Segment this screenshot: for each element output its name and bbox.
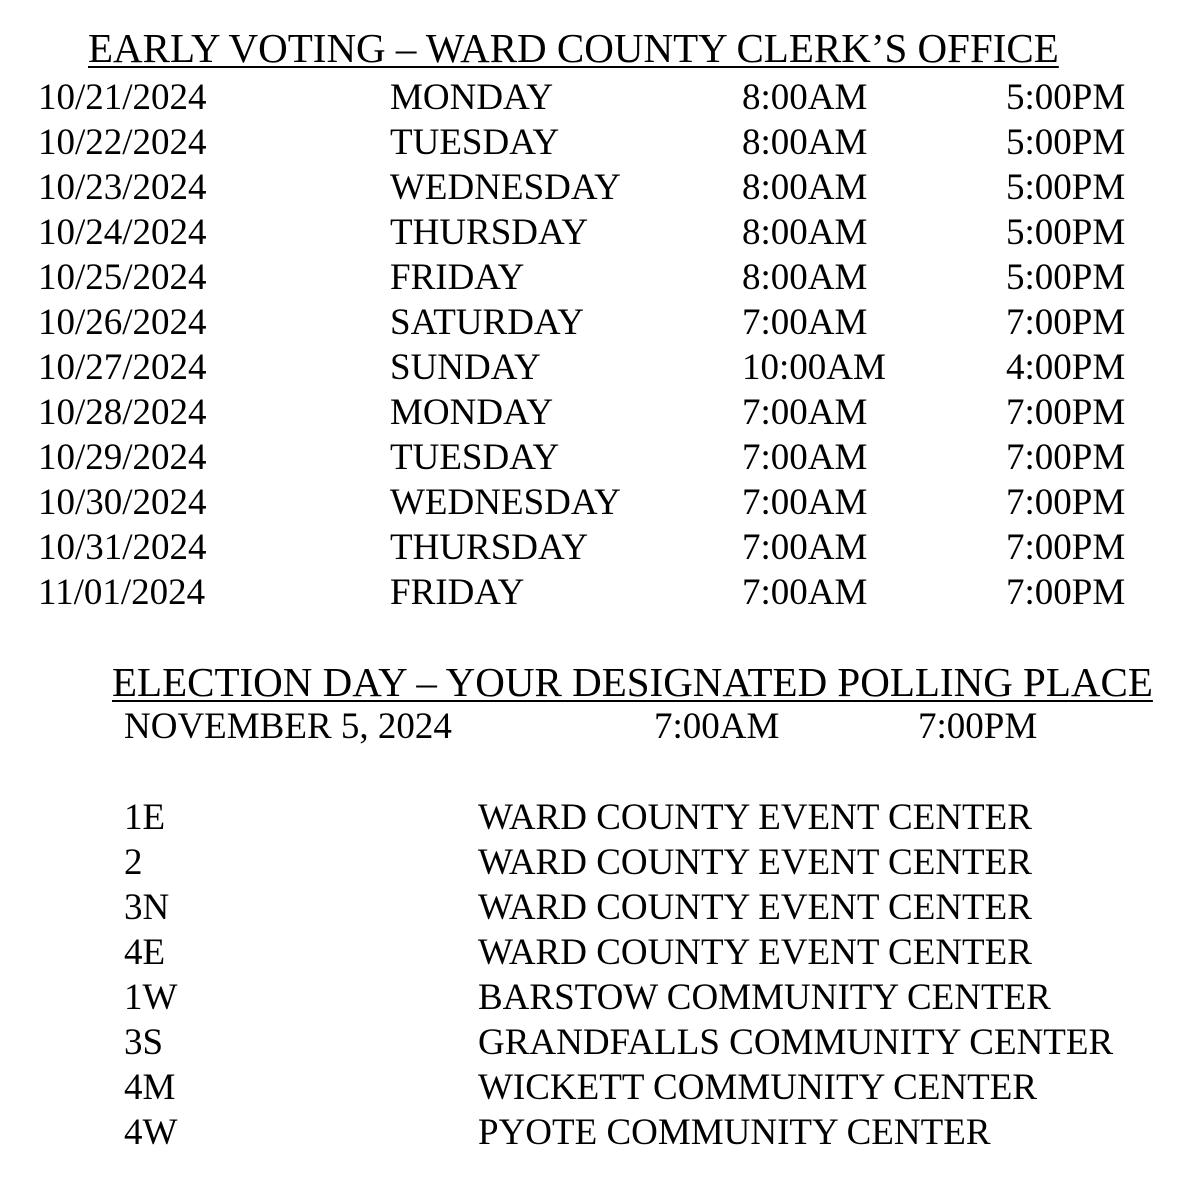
schedule-day: FRIDAY (390, 572, 525, 613)
schedule-open-time: 8:00AM (742, 77, 868, 118)
schedule-row (0, 345, 1200, 390)
schedule-open-time: 8:00AM (742, 167, 868, 208)
polling-place-row (0, 1065, 1200, 1110)
schedule-date: 10/25/2024 (38, 257, 207, 298)
schedule-row (0, 120, 1200, 165)
polling-location: WICKETT COMMUNITY CENTER (478, 1067, 1038, 1108)
polling-place-row (0, 840, 1200, 885)
polling-location: PYOTE COMMUNITY CENTER (478, 1112, 991, 1153)
schedule-row (0, 165, 1200, 210)
polling-location: WARD COUNTY EVENT CENTER (478, 797, 1032, 838)
schedule-close-time: 5:00PM (1006, 167, 1126, 208)
schedule-day: SATURDAY (390, 302, 584, 343)
schedule-day: TUESDAY (390, 122, 560, 163)
schedule-date: 10/28/2024 (38, 392, 207, 433)
schedule-open-time: 7:00AM (742, 572, 868, 613)
schedule-date: 10/24/2024 (38, 212, 207, 253)
schedule-close-time: 7:00PM (1006, 392, 1126, 433)
polling-location: WARD COUNTY EVENT CENTER (478, 887, 1032, 928)
precinct-code: 3S (124, 1022, 164, 1063)
precinct-code: 4W (124, 1112, 178, 1153)
schedule-row (0, 480, 1200, 525)
schedule-close-time: 4:00PM (1006, 347, 1126, 388)
polling-location: WARD COUNTY EVENT CENTER (478, 842, 1032, 883)
schedule-row (0, 570, 1200, 615)
schedule-open-time: 10:00AM (742, 347, 886, 388)
precinct-code: 1W (124, 977, 178, 1018)
election-day-date: NOVEMBER 5, 2024 (124, 706, 452, 747)
schedule-date: 11/01/2024 (38, 572, 206, 613)
precinct-code: 4E (124, 932, 166, 973)
schedule-row (0, 390, 1200, 435)
schedule-day: MONDAY (390, 77, 554, 118)
schedule-close-time: 5:00PM (1006, 122, 1126, 163)
schedule-open-time: 7:00AM (742, 482, 868, 523)
polling-location: BARSTOW COMMUNITY CENTER (478, 977, 1051, 1018)
schedule-row (0, 525, 1200, 570)
schedule-date: 10/21/2024 (38, 77, 207, 118)
schedule-day: FRIDAY (390, 257, 525, 298)
schedule-close-time: 5:00PM (1006, 257, 1126, 298)
polling-location: WARD COUNTY EVENT CENTER (478, 932, 1032, 973)
schedule-close-time: 7:00PM (1006, 527, 1126, 568)
schedule-date: 10/27/2024 (38, 347, 207, 388)
schedule-close-time: 7:00PM (1006, 482, 1126, 523)
schedule-date: 10/30/2024 (38, 482, 207, 523)
schedule-open-time: 7:00AM (742, 392, 868, 433)
schedule-close-time: 7:00PM (1006, 437, 1126, 478)
schedule-open-time: 8:00AM (742, 122, 868, 163)
schedule-row (0, 435, 1200, 480)
schedule-date: 10/23/2024 (38, 167, 207, 208)
election-day-open-time: 7:00AM (654, 706, 780, 747)
schedule-close-time: 5:00PM (1006, 212, 1126, 253)
schedule-day: TUESDAY (390, 437, 560, 478)
schedule-close-time: 5:00PM (1006, 77, 1126, 118)
schedule-day: MONDAY (390, 392, 554, 433)
election-day-heading: ELECTION DAY – YOUR DESIGNATED POLLING PLACE (112, 659, 1153, 705)
schedule-row (0, 300, 1200, 345)
schedule-open-time: 7:00AM (742, 437, 868, 478)
schedule-day: WEDNESDAY (390, 167, 621, 208)
election-day-hours (0, 704, 1200, 749)
schedule-date: 10/26/2024 (38, 302, 207, 343)
precinct-code: 1E (124, 797, 166, 838)
polling-place-row (0, 795, 1200, 840)
schedule-day: WEDNESDAY (390, 482, 621, 523)
schedule-close-time: 7:00PM (1006, 572, 1126, 613)
polling-place-row (0, 1110, 1200, 1155)
polling-place-row (0, 975, 1200, 1020)
schedule-date: 10/31/2024 (38, 527, 207, 568)
schedule-day: THURSDAY (390, 527, 589, 568)
polling-location: GRANDFALLS COMMUNITY CENTER (478, 1022, 1114, 1063)
precinct-code: 2 (124, 842, 143, 883)
schedule-date: 10/29/2024 (38, 437, 207, 478)
schedule-open-time: 8:00AM (742, 212, 868, 253)
precinct-code: 4M (124, 1067, 176, 1108)
schedule-row (0, 75, 1200, 120)
schedule-row (0, 255, 1200, 300)
polling-place-row (0, 885, 1200, 930)
schedule-open-time: 8:00AM (742, 257, 868, 298)
polling-place-row (0, 930, 1200, 975)
schedule-day: SUNDAY (390, 347, 541, 388)
precinct-code: 3N (124, 887, 170, 928)
schedule-date: 10/22/2024 (38, 122, 207, 163)
schedule-open-time: 7:00AM (742, 302, 868, 343)
early-voting-heading: EARLY VOTING – WARD COUNTY CLERK’S OFFICE (88, 25, 1059, 71)
election-day-close-time: 7:00PM (918, 706, 1038, 747)
schedule-row (0, 210, 1200, 255)
schedule-close-time: 7:00PM (1006, 302, 1126, 343)
schedule-open-time: 7:00AM (742, 527, 868, 568)
schedule-day: THURSDAY (390, 212, 589, 253)
polling-place-row (0, 1020, 1200, 1065)
